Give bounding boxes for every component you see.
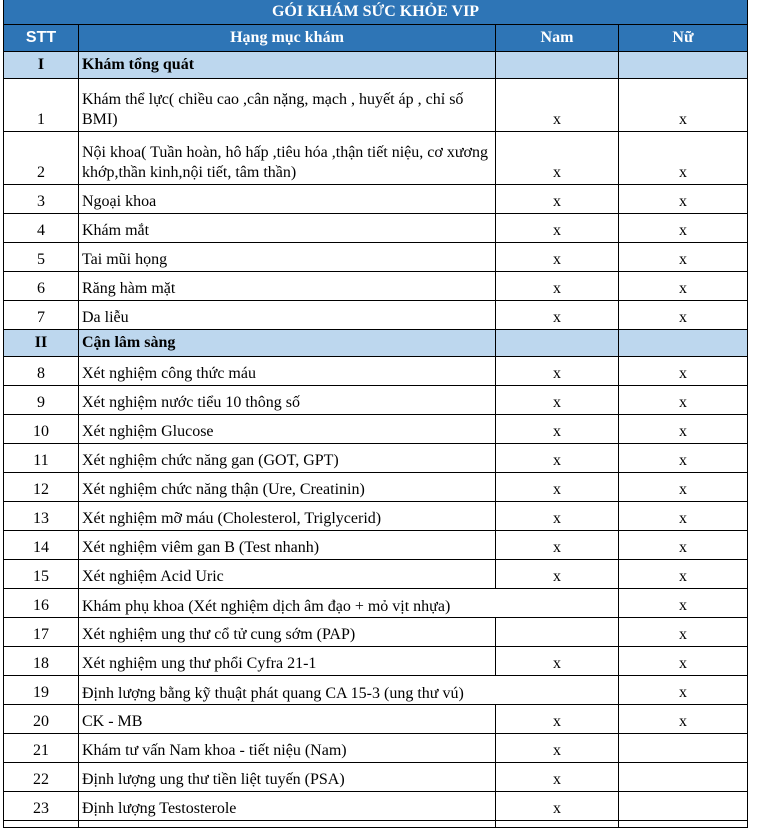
section-label: Khám tổng quát [79,52,496,79]
empty-cell [496,821,619,828]
section-number: I [4,52,79,79]
row-male-mark: x [496,792,619,821]
row-stt: 20 [4,705,79,734]
row-item: Định lượng Testosterole [79,792,496,821]
row-item: CK - MB [79,705,496,734]
table-row [4,301,748,330]
header-row [4,25,748,52]
row-male-mark: x [496,79,619,132]
section-empty-cell [619,330,748,357]
row-item: Xét nghiệm ung thư phổi Cyfra 21-1 [79,647,496,676]
row-female-mark: x [619,243,748,272]
section-number: II [4,330,79,357]
row-stt: 21 [4,734,79,763]
row-stt: 17 [4,618,79,647]
row-male-mark: x [496,132,619,185]
row-item: Nội khoa( Tuần hoàn, hô hấp ,tiêu hóa ,thận tiết niệu, cơ xương khớp,thần kinh,nội tiết, tâm thần) [79,132,496,185]
row-stt: 11 [4,444,79,473]
row-stt: 8 [4,357,79,386]
table-row [4,386,748,415]
row-stt: 10 [4,415,79,444]
row-stt: 3 [4,185,79,214]
table-row [4,243,748,272]
table-row [4,676,748,705]
row-stt: 4 [4,214,79,243]
row-item: Răng hàm mặt [79,272,496,301]
header-stt: STT [4,25,79,52]
table-row [4,647,748,676]
row-item: Ngoại khoa [79,185,496,214]
table-row-cutoff [4,821,748,828]
row-item: Khám tư vấn Nam khoa - tiết niệu (Nam) [79,734,496,763]
table-row [4,705,748,734]
row-stt: 14 [4,531,79,560]
row-item: Xét nghiệm Glucose [79,415,496,444]
table-row [4,792,748,821]
section-row-paraclinical [4,330,748,357]
row-male-mark: x [496,357,619,386]
table-row [4,444,748,473]
row-item: Xét nghiệm Acid Uric [79,560,496,589]
row-stt: 13 [4,502,79,531]
row-male-mark: x [496,214,619,243]
section-empty-cell [496,330,619,357]
row-item: Xét nghiệm công thức máu [79,357,496,386]
row-stt: 2 [4,132,79,185]
empty-cell [619,821,748,828]
row-stt: 6 [4,272,79,301]
row-stt: 19 [4,676,79,705]
table-row [4,185,748,214]
row-female-mark: x [619,531,748,560]
row-female-mark [619,792,748,821]
section-empty-cell [496,52,619,79]
table-title: GÓI KHÁM SỨC KHỎE VIP [4,0,748,25]
row-item: Xét nghiệm mỡ máu (Cholesterol, Triglycerid) [79,502,496,531]
row-item: Da liễu [79,301,496,330]
row-male-mark: x [496,386,619,415]
table-row [4,473,748,502]
row-female-mark: x [619,185,748,214]
row-female-mark: x [619,272,748,301]
row-male-mark: x [496,502,619,531]
row-male-mark: x [496,705,619,734]
table-row [4,214,748,243]
row-female-mark: x [619,79,748,132]
row-female-mark: x [619,415,748,444]
table-row [4,763,748,792]
row-stt: 15 [4,560,79,589]
header-male: Nam [496,25,619,52]
row-female-mark: x [619,386,748,415]
package-table-container [3,0,747,828]
row-stt: 23 [4,792,79,821]
row-male-mark: x [496,473,619,502]
row-female-mark: x [619,589,748,618]
row-female-mark: x [619,357,748,386]
row-female-mark: x [619,647,748,676]
row-female-mark: x [619,618,748,647]
row-male-mark [496,618,619,647]
row-item: Xét nghiệm chức năng thận (Ure, Creatinin) [79,473,496,502]
row-stt: 1 [4,79,79,132]
row-item: Định lượng bằng kỹ thuật phát quang CA 15-3 (ung thư vú) [79,676,619,705]
row-stt: 18 [4,647,79,676]
row-item: Xét nghiệm viêm gan B (Test nhanh) [79,531,496,560]
section-empty-cell [619,52,748,79]
row-female-mark: x [619,132,748,185]
empty-cell [4,821,79,828]
empty-cell [79,821,496,828]
row-female-mark: x [619,444,748,473]
header-item: Hạng mục khám [79,25,496,52]
row-male-mark: x [496,647,619,676]
row-item: Xét nghiệm chức năng gan (GOT, GPT) [79,444,496,473]
header-female: Nữ [619,25,748,52]
table-row [4,531,748,560]
section-row-general [4,52,748,79]
row-item: Khám phụ khoa (Xét nghiệm dịch âm đạo + mỏ vịt nhựa) [79,589,619,618]
table-row [4,132,748,185]
row-male-mark: x [496,531,619,560]
section-label: Cận lâm sàng [79,330,496,357]
row-stt: 7 [4,301,79,330]
row-stt: 9 [4,386,79,415]
table-row [4,357,748,386]
row-male-mark: x [496,301,619,330]
table-title-row [4,0,748,25]
row-female-mark: x [619,473,748,502]
row-stt: 5 [4,243,79,272]
row-stt: 16 [4,589,79,618]
row-item: Tai mũi họng [79,243,496,272]
row-female-mark: x [619,301,748,330]
table-row [4,502,748,531]
table-row [4,589,748,618]
row-item: Khám thể lực( chiều cao ,cân nặng, mạch , huyết áp , chỉ số BMI) [79,79,496,132]
row-female-mark: x [619,214,748,243]
row-item: Xét nghiệm nước tiểu 10 thông số [79,386,496,415]
table-row [4,272,748,301]
row-male-mark: x [496,243,619,272]
row-item: Khám mắt [79,214,496,243]
row-female-mark: x [619,676,748,705]
table-row [4,560,748,589]
row-stt: 12 [4,473,79,502]
row-male-mark: x [496,444,619,473]
row-female-mark: x [619,560,748,589]
table-row [4,79,748,132]
table-row [4,734,748,763]
row-female-mark: x [619,502,748,531]
row-female-mark [619,763,748,792]
row-male-mark: x [496,763,619,792]
row-stt: 22 [4,763,79,792]
vip-checkup-table [3,0,748,828]
row-item: Định lượng ung thư tiền liệt tuyến (PSA) [79,763,496,792]
row-male-mark: x [496,560,619,589]
table-row [4,415,748,444]
row-male-mark: x [496,272,619,301]
row-female-mark [619,734,748,763]
row-male-mark: x [496,734,619,763]
row-male-mark: x [496,185,619,214]
row-item: Xét nghiệm ung thư cổ tử cung sớm (PAP) [79,618,496,647]
table-row [4,618,748,647]
row-male-mark: x [496,415,619,444]
row-female-mark: x [619,705,748,734]
